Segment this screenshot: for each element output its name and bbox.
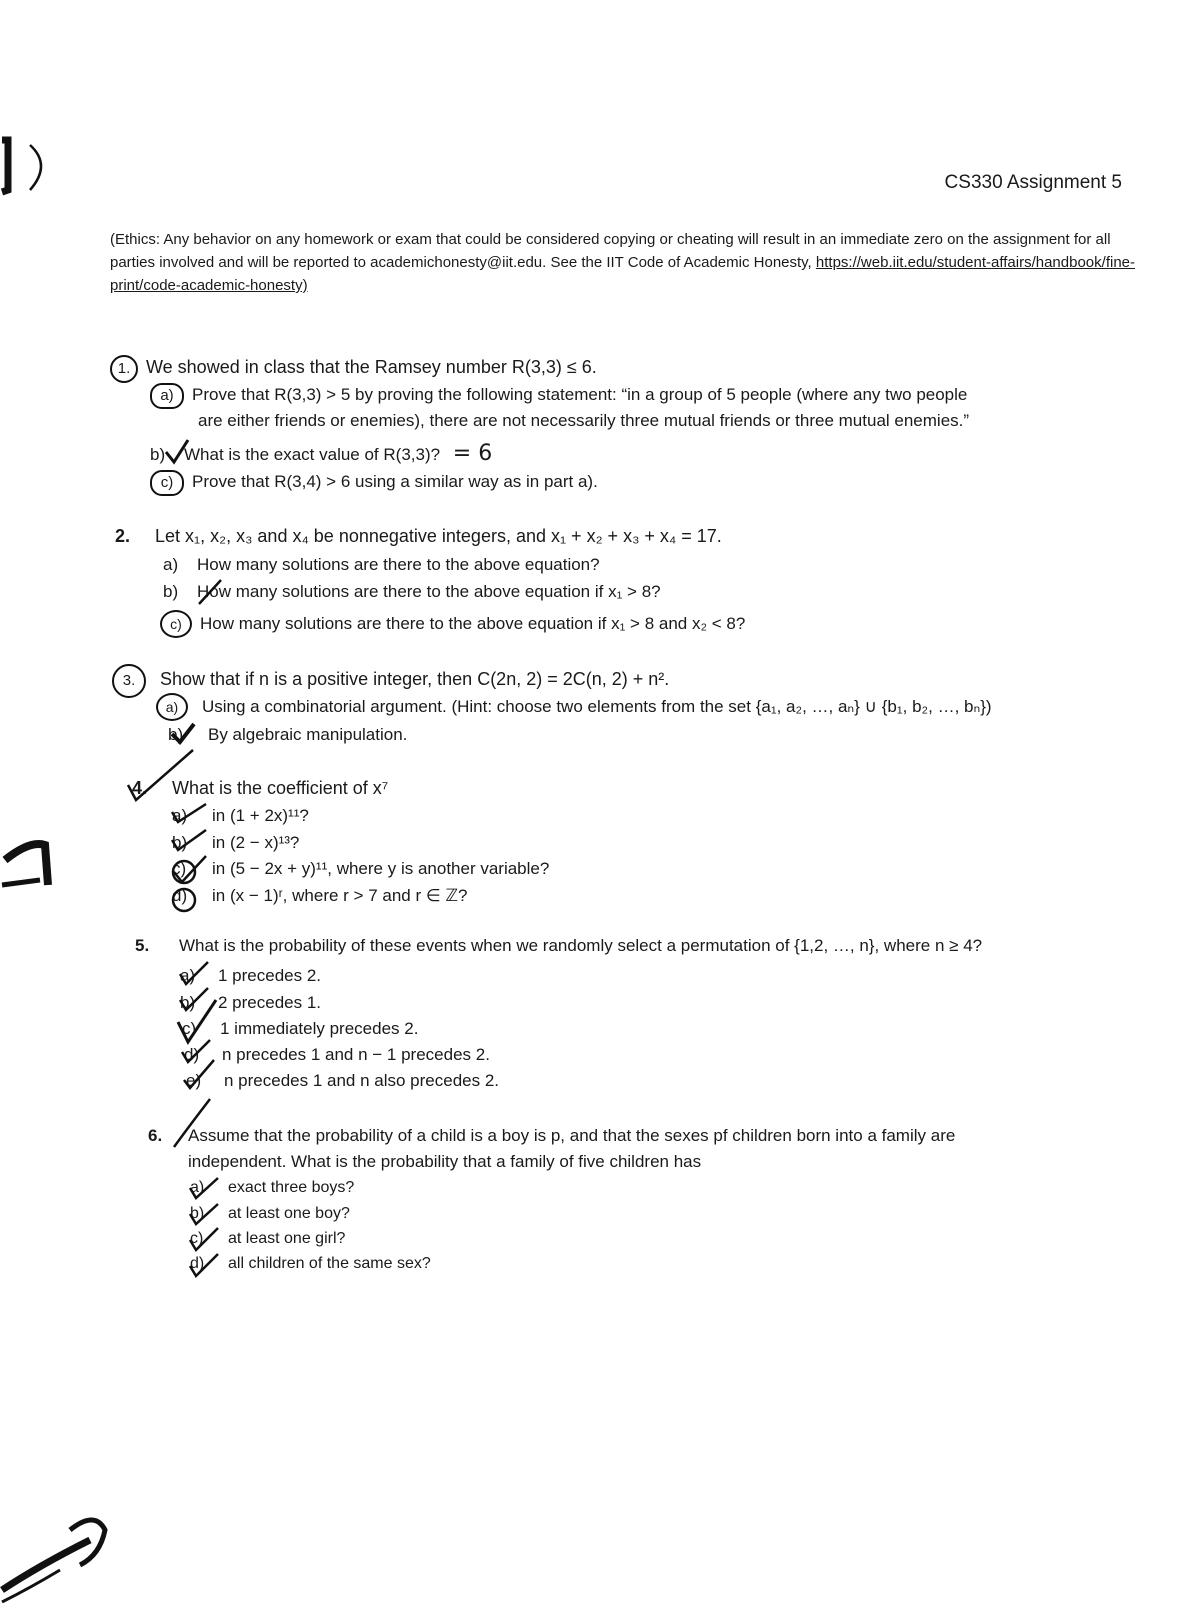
- check-mark-icon: [170, 1095, 220, 1155]
- question-2: [115, 526, 722, 547]
- part-text: all children of the same sex?: [228, 1255, 431, 1272]
- part-text: What is the exact value of R(3,3)?: [184, 445, 441, 464]
- part-text: n precedes 1 and n − 1 precedes 2.: [222, 1045, 490, 1064]
- part-text: How many solutions are there to the above equation if x₁ > 8?: [197, 582, 661, 601]
- part-text: How many solutions are there to the above equation if x₁ > 8 and x₂ < 8?: [200, 614, 746, 633]
- question-stem: What is the coefficient of x⁷: [172, 778, 389, 798]
- part-label: b): [150, 445, 166, 464]
- part-text: n precedes 1 and n also precedes 2.: [224, 1071, 500, 1090]
- part-label: d): [190, 1255, 205, 1272]
- part-label: a): [150, 383, 184, 409]
- question-number: 1.: [110, 355, 138, 383]
- check-marks-column: [166, 802, 216, 912]
- part-text: in (5 − 2x + y)¹¹, where y is another variable?: [212, 859, 550, 878]
- part-label: a): [180, 966, 196, 985]
- margin-scribble-mark: [0, 830, 70, 900]
- q5-part-d: [184, 1045, 490, 1065]
- q4-part-d: [172, 886, 467, 906]
- check-mark-icon: [118, 745, 198, 805]
- q2-part-c: [160, 610, 745, 638]
- q1-part-c: [150, 470, 598, 496]
- part-label: a): [172, 806, 188, 825]
- question-stem: What is the probability of these events when we randomly select a permutation of {1,2, …, n}, where n ≥ 4?: [179, 936, 983, 955]
- part-text: By algebraic manipulation.: [208, 725, 408, 744]
- q1-part-a: [150, 383, 967, 409]
- part-label: c): [190, 1230, 204, 1247]
- part-label: b): [190, 1205, 205, 1222]
- q5-part-e: [186, 1071, 499, 1091]
- bottom-corner-scribble: [0, 1470, 120, 1603]
- question-stem: Assume that the probability of a child is a boy is p, and that the sexes pf children born into a family are: [188, 1126, 956, 1145]
- part-text: Prove that R(3,3) > 5 by proving the following statement: “in a group of 5 people (where any two people: [192, 385, 968, 404]
- corner-bracket-mark: [0, 120, 60, 210]
- part-label: a): [156, 693, 188, 721]
- part-label: b): [163, 582, 179, 601]
- q2-part-b: [163, 582, 661, 602]
- q2-part-a: [163, 555, 600, 575]
- q4-part-c: [172, 859, 549, 879]
- check-mark-icon: [195, 578, 225, 608]
- question-number: 5.: [135, 936, 150, 955]
- part-text: How many solutions are there to the above equation?: [197, 555, 600, 574]
- part-label: a): [163, 555, 179, 574]
- part-label: d): [172, 886, 188, 905]
- question-6: [148, 1126, 955, 1146]
- question-number: 4.: [132, 778, 148, 798]
- part-text: 1 immediately precedes 2.: [220, 1019, 419, 1038]
- part-label: c): [182, 1019, 197, 1038]
- part-text: in (2 − x)¹³?: [212, 833, 300, 852]
- question-stem: Let x₁, x₂, x₃ and x₄ be nonnegative integers, and x₁ + x₂ + x₃ + x₄ = 17.: [155, 526, 722, 546]
- q6-part-d: [190, 1255, 431, 1273]
- part-text: exact three boys?: [228, 1179, 355, 1196]
- question-stem: Show that if n is a positive integer, then C(2n, 2) = 2C(n, 2) + n².: [160, 669, 670, 689]
- part-label: c): [160, 610, 192, 638]
- question-6-stem-continued: [188, 1152, 701, 1172]
- question-number: 3.: [112, 664, 146, 698]
- part-label: a): [190, 1179, 205, 1196]
- q3-part-b: [168, 725, 407, 745]
- ethics-statement: [110, 228, 1150, 297]
- part-label: b): [168, 725, 184, 744]
- part-text: Using a combinatorial argument. (Hint: choose two elements from the set {a₁, a₂, …, aₙ} ∪ {b₁, b₂, …, bₙ}): [202, 697, 992, 716]
- part-text: 2 precedes 1.: [218, 993, 322, 1012]
- assignment-title: CS330 Assignment 5: [944, 172, 1122, 193]
- question-1: [110, 355, 597, 383]
- part-text: at least one boy?: [228, 1205, 350, 1222]
- question-5: [135, 936, 982, 956]
- question-number: 6.: [148, 1126, 163, 1145]
- q3-part-a: [156, 693, 992, 721]
- part-label: b): [180, 993, 196, 1012]
- part-label: c): [150, 470, 184, 496]
- check-marks-column: [174, 960, 224, 1100]
- ethics-text: (Ethics: Any behavior on any homework or exam that could be considered copying or cheating will result in an immediate zero on the assignment for all parties involved and will be reported to academichonesty@iit.edu. See the IIT Code of Academic Honesty,: [110, 231, 1111, 271]
- part-text: in (x − 1)ʳ, where r > 7 and r ∈ ℤ?: [212, 886, 468, 905]
- part-label: b): [172, 833, 188, 852]
- part-text: Prove that R(3,4) > 6 using a similar way as in part a).: [192, 472, 598, 491]
- part-text: in (1 + 2x)¹¹?: [212, 806, 309, 825]
- question-number: 2.: [115, 526, 131, 546]
- check-marks-column: [186, 1176, 226, 1286]
- academic-honesty-link[interactable]: https://web.iit.edu/student-affairs/handbook/fine-print/code-academic-honesty): [110, 254, 1135, 294]
- handwritten-answer: = 6: [452, 441, 493, 466]
- q1-part-b: [150, 441, 492, 466]
- question-stem: independent. What is the probability that a family of five children has: [188, 1152, 702, 1171]
- part-text: at least one girl?: [228, 1230, 346, 1247]
- question-stem: We showed in class that the Ramsey number R(3,3) ≤ 6.: [146, 357, 597, 377]
- part-label: c): [172, 859, 187, 878]
- q1-part-a-continued: [198, 411, 969, 431]
- part-text: are either friends or enemies), there are not necessarily three mutual friends or three mutual enemies.”: [198, 411, 970, 430]
- part-label: e): [186, 1071, 202, 1090]
- part-text: 1 precedes 2.: [218, 966, 322, 985]
- check-mark-icon: [162, 438, 192, 468]
- part-label: d): [184, 1045, 200, 1064]
